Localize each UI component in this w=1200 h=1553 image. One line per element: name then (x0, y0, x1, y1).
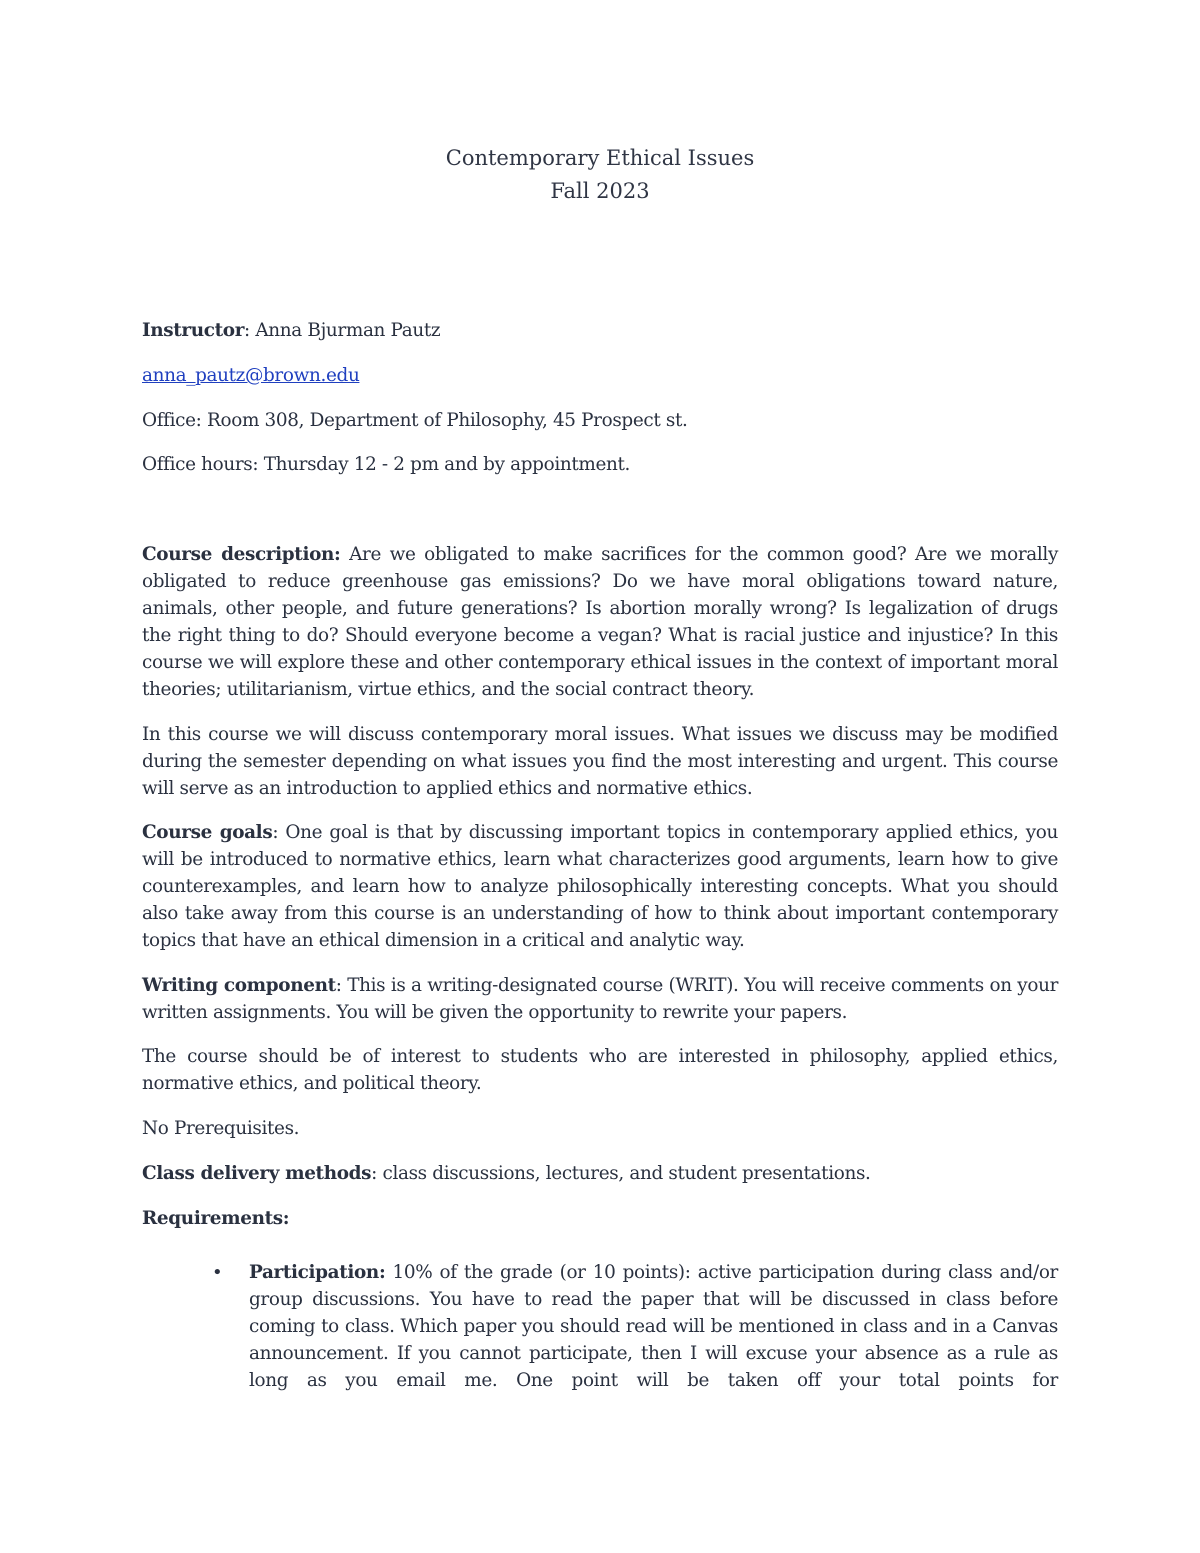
prerequisites-line: No Prerequisites. (142, 1118, 300, 1139)
writing-label: Writing component (142, 975, 336, 996)
requirements-heading (142, 1205, 1058, 1232)
goals-text: : One goal is that by discussing important topics in contemporary applied ethics, you will be introduced to normative ethics, learn what characterizes good arguments, learn how to give counterexamples, and learn how to analyze philosophically interesting concepts. What you should also take away from this course is an understanding of how to think about important contemporary topics that have an ethical dimension in a critical and analytic way. (142, 822, 1058, 951)
interest-paragraph: The course should be of interest to students who are interested in philosophy, applied ethics, normative ethics, and political theory. (142, 1046, 1058, 1094)
description-text: Are we obligated to make sacrifices for the common good? Are we morally obligated to reduce greenhouse gas emissions? Do we have moral obligations toward nature, animals, other people, and future generations? Is abortion morally wrong? Is legalization of drugs the right thing to do? Should everyone become a vegan? What is racial justice and injustice? In this course we will explore these and other contemporary ethical issues in the context of important moral theories; utilitarianism, virtue ethics, and the social contract theory. (142, 544, 1059, 700)
bullet-icon: • (212, 1262, 223, 1283)
email-link[interactable]: anna_pautz@brown.edu (142, 365, 360, 386)
course-term: Fall 2023 (550, 179, 650, 203)
participation-text: 10% of the grade (or 10 points): active participation during class and/or group discussions. You have to read the paper that will be discussed in class before coming to class. Which paper you should read will be mentioned in class and in a Canvas announcement. If you cannot participate, then I will excuse your absence as a rule as long as you email me. One point will be taken off your total points for (249, 1262, 1058, 1391)
goals-label: Course goals (142, 822, 273, 843)
email-line (142, 362, 1058, 389)
writing-component (142, 972, 1058, 1026)
instructor-label: Instructor (142, 320, 245, 341)
intro-paragraph: In this course we will discuss contemporary moral issues. What issues we discuss may be modified during the semester depending on what issues you find the most interesting and urgent. This course will serve as an introduction to applied ethics and normative ethics. (142, 724, 1058, 799)
course-description (142, 541, 1058, 703)
writing-text: : This is a writing-designated course (WRIT). You will receive comments on your written assignments. You will be given the opportunity to rewrite your papers. (142, 975, 1059, 1023)
instructor-line (142, 317, 1058, 344)
office-line: Office: Room 308, Department of Philosophy, 45 Prospect st. (142, 410, 688, 431)
course-title: Contemporary Ethical Issues (445, 146, 755, 170)
description-label: Course description: (142, 544, 341, 565)
instructor-name: : Anna Bjurman Pautz (244, 320, 441, 341)
course-goals (142, 819, 1058, 954)
office-hours-line: Office hours: Thursday 12 - 2 pm and by appointment. (142, 454, 631, 475)
requirement-item-text (249, 1259, 1058, 1394)
delivery-label: Class delivery methods (142, 1163, 372, 1184)
delivery-methods (142, 1160, 1058, 1187)
requirements-label: Requirements: (142, 1208, 290, 1229)
participation-label: Participation: (249, 1262, 386, 1283)
delivery-text: : class discussions, lectures, and student presentations. (371, 1163, 871, 1184)
title-block (142, 142, 1058, 208)
